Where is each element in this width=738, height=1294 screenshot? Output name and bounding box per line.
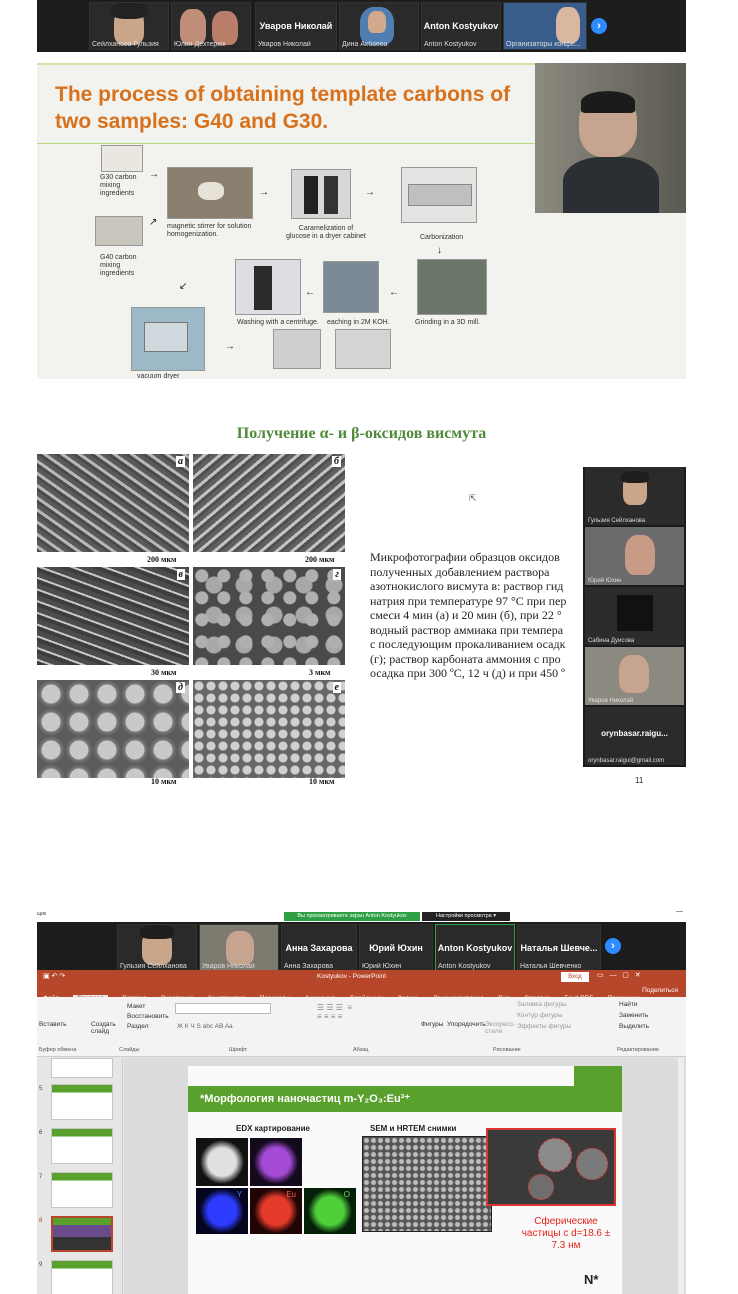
description-line: Микрофотографии образцов оксидов xyxy=(370,550,560,564)
layout-button[interactable]: Макет xyxy=(127,1003,146,1010)
participant-tile[interactable] xyxy=(421,2,501,50)
participant-tile[interactable] xyxy=(339,2,419,50)
sem-image xyxy=(37,454,189,552)
slide-thumbnail[interactable] xyxy=(51,1128,113,1164)
participant-tile[interactable] xyxy=(89,2,169,50)
paragraph-buttons[interactable]: ☰ ☰ ☰ ≡ ≡ ≡ ≡ ≡ xyxy=(317,1003,353,1021)
arrow: ↗ xyxy=(149,217,158,228)
cursor-icon: ⇱ xyxy=(469,493,477,503)
caramel-photo xyxy=(291,169,351,219)
vacuum-dryer-photo xyxy=(131,307,205,371)
result-text: Сферические частицы с d=18.6 ± 7.3 нм xyxy=(521,1216,611,1251)
replace-button[interactable]: Заменить xyxy=(619,1012,649,1019)
image-label: д xyxy=(178,682,183,693)
product-photo xyxy=(273,329,321,369)
hair xyxy=(110,3,148,19)
new-slide-button[interactable]: Создать слайд xyxy=(91,1021,116,1035)
number-block xyxy=(574,1066,622,1112)
participant-name: Уваров Николай xyxy=(588,698,634,704)
arrow: ← xyxy=(305,287,315,298)
next-participants-button[interactable]: › xyxy=(605,938,621,954)
participant-tile[interactable] xyxy=(585,527,684,585)
scale-label: 3 мкм xyxy=(309,668,331,677)
participant-tile[interactable] xyxy=(255,2,337,50)
font-format-buttons[interactable]: Ж К Ч S abc AB Aa xyxy=(177,1023,233,1030)
image-label: а xyxy=(178,456,183,467)
g30-caption: G30 carbon mixing ingredients xyxy=(100,174,137,197)
shared-slide-1 xyxy=(37,63,686,379)
select-button[interactable]: Выделить xyxy=(619,1023,649,1030)
group-editing: Редактирование xyxy=(617,1047,659,1053)
participant-tile[interactable] xyxy=(585,647,684,705)
participants-strip xyxy=(37,0,686,52)
sem-image xyxy=(193,680,345,778)
edx-map-eu xyxy=(250,1188,302,1234)
slide-number: 7 xyxy=(39,1174,43,1180)
product-photo xyxy=(335,329,391,369)
slide-thumbnail[interactable] xyxy=(51,1058,113,1078)
stirrer-caption: magnetic stirrer for solution homogenization. xyxy=(167,223,252,238)
scale-label: 200 мкм xyxy=(305,555,335,564)
speaker-video xyxy=(535,63,686,213)
avatar xyxy=(180,9,206,45)
participant-name: Гульзия Сейлханова xyxy=(120,963,187,970)
caramel-caption: Caramelization of glucose in a dryer cabinet xyxy=(286,225,366,240)
ribbon-tabs xyxy=(37,984,686,997)
slide-thumbnail[interactable] xyxy=(51,1084,113,1120)
powerpoint-window xyxy=(37,970,686,1294)
image-label: е xyxy=(334,682,339,693)
participant-name: Сабина Дуисова xyxy=(588,638,635,644)
description-line: (г); раствор карбоната аммония с про xyxy=(370,651,561,666)
sem-image xyxy=(193,567,345,665)
sem-image xyxy=(37,680,189,778)
participant-name: Наталья Шевченко xyxy=(520,963,582,970)
slide-thumbnail-selected[interactable] xyxy=(51,1216,113,1252)
minimize-button[interactable]: — xyxy=(676,908,683,915)
description-line: осадка при 300 ºС, 12 ч (д) и при 450 º xyxy=(370,666,565,680)
edx-label: EDX картирование xyxy=(236,1124,310,1133)
quick-styles-button[interactable]: Экспресс-стили xyxy=(485,1021,516,1035)
top-label: щик xyxy=(37,911,47,917)
participant-name: Юрий Юхин xyxy=(362,963,402,970)
participant-name: Anton Kostyukov xyxy=(424,41,477,48)
description-line: азотнокислого висмута в: раствор гид xyxy=(370,579,564,593)
participant-tile[interactable] xyxy=(503,2,587,50)
sem-label: SEM и HRTEM снимки xyxy=(370,1124,457,1133)
next-participants-button[interactable]: › xyxy=(591,18,607,34)
avatar xyxy=(625,535,655,575)
shape-outline-button[interactable]: Контур фигуры xyxy=(517,1012,563,1019)
group-font: Шрифт xyxy=(229,1047,248,1053)
slide-number: 5 xyxy=(39,1086,43,1092)
participant-big-name: orynbasar.raigu... xyxy=(601,729,668,738)
nu-logo: N* xyxy=(584,1272,599,1287)
stirrer-photo xyxy=(167,167,253,219)
participant-tile[interactable] xyxy=(585,467,684,525)
description-line: смеси 4 мин (а) и 20 мин (б), при 22 ° xyxy=(370,608,562,622)
carbonization-photo xyxy=(401,167,477,223)
participant-name: Гульзия Сейлханова xyxy=(588,518,646,524)
slide-header xyxy=(188,1086,622,1112)
participant-name: Анна Захарова xyxy=(284,963,333,970)
avatar xyxy=(226,931,254,965)
group-slides: Слайды xyxy=(119,1047,140,1053)
section-button[interactable]: Раздел xyxy=(127,1023,149,1030)
arrow: ↙ xyxy=(179,281,188,292)
participant-big-name: Anton Kostyukov xyxy=(423,21,499,31)
save-icon[interactable]: ▣ ↶ ↷ xyxy=(43,973,66,980)
participant-name: Дина Акбаева xyxy=(342,41,388,48)
reset-button[interactable]: Восстановить xyxy=(127,1013,169,1020)
vacuum-caption: vacuum dryer xyxy=(137,373,180,379)
slide-title: The process of obtaining template carbons of two samples: G40 and G30. xyxy=(55,83,511,133)
slide-thumbnail[interactable] xyxy=(51,1260,113,1294)
ribbon xyxy=(37,997,686,1057)
g40-caption: G40 carbon mixing ingredients xyxy=(100,254,137,277)
carbonization-caption: Carbonization xyxy=(420,234,464,241)
participant-big-name: Наталья Шевче... xyxy=(520,943,598,953)
edx-map-o xyxy=(304,1188,356,1234)
signin-button[interactable]: Вход xyxy=(561,972,589,982)
sem-image xyxy=(193,454,345,552)
slide-title: Получение α- и β-оксидов висмута xyxy=(236,425,487,442)
vertical-scrollbar[interactable] xyxy=(678,1058,684,1294)
participant-big-name: Анна Захарова xyxy=(285,943,353,953)
window-controls[interactable]: ▭ — ▢ ✕ xyxy=(597,972,641,979)
description-line: полученных добавлением раствора xyxy=(370,564,550,579)
participant-big-name: Юрий Юхин xyxy=(369,943,423,953)
hair xyxy=(140,925,174,939)
group-paragraph: Абзац xyxy=(353,1047,369,1053)
shapes-button[interactable]: Фигуры xyxy=(421,1021,444,1028)
participant-tile[interactable] xyxy=(281,924,357,972)
slide-number: 8 xyxy=(39,1218,43,1224)
participant-name: Уваров Николай xyxy=(258,41,311,48)
shoulders xyxy=(563,157,659,213)
grinding-caption: Grinding in a 3D mill. xyxy=(415,319,480,326)
washing-caption: Washing with a centrifuge. xyxy=(237,319,319,326)
washing-photo xyxy=(235,259,301,315)
hair xyxy=(621,471,649,483)
description-line: с последующим прокаливанием осадк xyxy=(370,637,566,651)
sem-image xyxy=(37,567,189,665)
participant-name: Организаторы конфе... xyxy=(506,41,581,48)
window-title: Kostyukov - PowerPoint xyxy=(317,973,387,980)
group-drawing: Рисование xyxy=(493,1047,521,1053)
participant-tile[interactable] xyxy=(117,924,197,972)
g40-photo xyxy=(95,216,143,246)
participant-name: Юрий Юхин xyxy=(588,578,622,584)
participant-tile[interactable] xyxy=(585,707,684,765)
scale-label: 10 мкм xyxy=(309,777,335,786)
map-label: Eu xyxy=(286,1190,296,1199)
participant-tile[interactable] xyxy=(171,2,251,50)
participants-sidebar xyxy=(583,467,686,767)
arrow: → xyxy=(149,169,159,180)
avatar xyxy=(556,7,580,43)
grinding-photo xyxy=(417,259,487,315)
viewing-banner: Вы просматриваете экран Anton Kostyukov xyxy=(284,912,420,921)
participants-strip xyxy=(37,922,686,970)
shape-effects-button[interactable]: Эффекты фигуры xyxy=(517,1023,572,1030)
arrow: → xyxy=(259,187,269,198)
group-clipboard: Буфер обмена xyxy=(39,1047,77,1053)
slide-description xyxy=(370,550,585,681)
participant-tile[interactable] xyxy=(435,924,515,972)
edx-map xyxy=(250,1138,302,1186)
slide-title: *Морфология наночастиц m-Y₂O₃:Eu³⁺ xyxy=(200,1093,411,1105)
etching-caption: eaching in 2M KOH. xyxy=(327,319,390,326)
description-line: водный раствор аммиака при темпера xyxy=(370,622,564,637)
shape-fill-button[interactable]: Заливка фигуры xyxy=(517,1001,567,1008)
participant-name: Сейлханова Гульзия xyxy=(92,41,159,48)
slide-editor xyxy=(124,1058,686,1294)
arrow: → xyxy=(365,187,375,198)
participant-tile[interactable] xyxy=(359,924,433,972)
slides-pane xyxy=(37,1058,123,1294)
arrow: → xyxy=(225,341,235,352)
participant-name: Юлия Дехтерюк xyxy=(174,41,226,48)
participant-big-name: Уваров Николай xyxy=(259,21,333,31)
map-label: Y xyxy=(236,1190,242,1199)
participant-tile[interactable] xyxy=(199,924,279,972)
image-label: б xyxy=(334,456,339,467)
edx-image xyxy=(196,1138,248,1186)
participant-name: Anton Kostyukov xyxy=(438,963,491,970)
view-settings-button[interactable]: Настройки просмотра ▾ xyxy=(422,912,510,921)
participant-name: Уваров Николай xyxy=(202,963,255,970)
camera-off xyxy=(617,595,653,631)
arrow: ← xyxy=(389,287,399,298)
scale-label: 30 мкм xyxy=(151,668,177,677)
description-line: натрия при температуре 97 °С при пер xyxy=(370,593,567,608)
title-bar xyxy=(37,970,686,984)
etching-photo xyxy=(323,261,379,313)
sem-image xyxy=(362,1136,492,1232)
scale-label: 10 мкм xyxy=(151,777,177,786)
image-label: в xyxy=(178,569,183,580)
image-label: г xyxy=(335,569,339,580)
slide-number: 6 xyxy=(39,1130,43,1136)
shared-slide-2 xyxy=(37,407,686,792)
slide-number: 9 xyxy=(39,1262,43,1268)
headphones-icon xyxy=(581,91,635,113)
hrtem-image xyxy=(486,1128,616,1206)
participant-big-name: Anton Kostyukov xyxy=(437,943,513,953)
share-button[interactable]: Поделиться xyxy=(642,987,678,994)
find-button[interactable]: Найти xyxy=(619,1001,638,1008)
slide-canvas[interactable] xyxy=(188,1066,622,1294)
arrange-button[interactable]: Упорядочить xyxy=(447,1021,486,1028)
paste-button[interactable]: Вставить xyxy=(39,1021,67,1028)
edx-map-y xyxy=(196,1188,248,1234)
participant-tile[interactable] xyxy=(585,587,684,645)
page-number: 11 xyxy=(635,776,644,785)
map-label: O xyxy=(343,1190,350,1199)
scale-label: 200 мкм xyxy=(147,555,177,564)
g30-photo xyxy=(101,145,143,172)
participant-tile[interactable] xyxy=(517,924,601,972)
participant-name: orynbasar.raigul@gmail.com xyxy=(588,758,665,764)
slide-thumbnail[interactable] xyxy=(51,1172,113,1208)
avatar xyxy=(619,655,649,693)
avatar xyxy=(368,11,386,33)
arrow: ↓ xyxy=(437,245,442,256)
avatar xyxy=(212,11,238,45)
font-name-input[interactable] xyxy=(175,1003,271,1014)
